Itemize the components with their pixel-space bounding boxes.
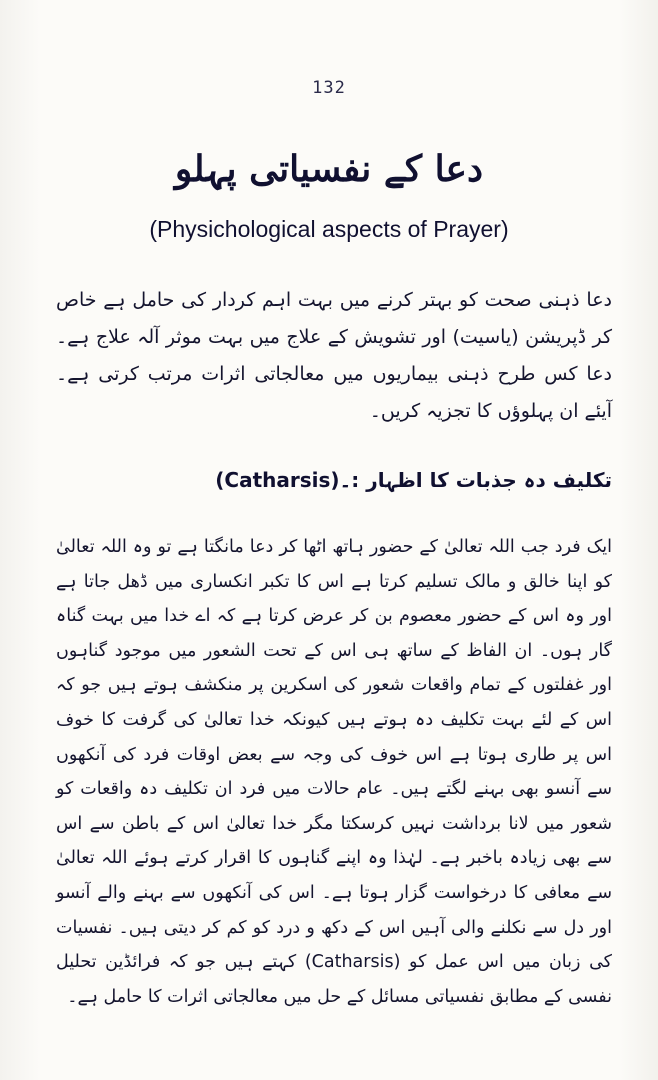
chapter-title-english: (Physichological aspects of Prayer)	[149, 216, 509, 242]
catharsis-paragraph: ایک فرد جب اللہ تعالیٰ کے حضور ہاتھ اٹھا کر دعا مانگتا ہے تو وہ اللہ تعالیٰ کو اپنا خالق و مالک تسلیم کرتا ہے اس کا تکبر انکساری میں ڈھل جاتا ہے اور وہ اس کے حضور معصوم بن کر عرض کرتا ہے کہ اے خدا میں بہت گناہ گار ہوں۔ ان الفاظ کے ساتھ ہی اس کے تحت الشعور میں موجود گناہوں اور غفلتوں کے تمام واقعات شعور کی اسکرین پر منکشف ہوتے ہیں جو کہ اس کے لئے بہت تکلیف دہ ہوتے ہیں کیونکہ خدا تعالیٰ کی گرفت کا خوف اس پر طاری ہوتا ہے اس خوف کی وجہ سے بعض اوقات فرد کی آنکھوں سے آنسو بھی بہنے لگتے ہیں۔ عام حالات میں فرد ان تکلیف دہ واقعات کو شعور میں لانا برداشت نہیں کرسکتا مگر خدا تعالیٰ اس کے باطن سے اس سے بھی زیادہ باخبر ہے۔ لہٰذا وہ اپنے گناہوں کا اقرار کرتے ہوئے اللہ تعالیٰ سے معافی کا درخواست گزار ہوتا ہے۔ اس کی آنکھوں سے بہنے والے آنسو اور دل سے نکلنے والی آہیں اس کے دکھ و درد کو کم کر دیتی ہیں۔ نفسیات کی زبان میں اس عمل کو (Catharsis) کہتے ہیں جو کہ فرائڈین تحلیل نفسی کے مطابق نفسیاتی مسائل کے حل میں معالجاتی اثرات کا حامل ہے۔	[56, 537, 612, 1007]
chapter-title-urdu: دعا کے نفسیاتی پہلو	[174, 148, 484, 190]
intro-paragraph: دعا ذہنی صحت کو بہتر کرنے میں بہت اہم کردار کی حامل ہے خاص کر ڈپریشن (یاسیت) اور تشویش کے علاج میں بہت موثر آلہ علاج ہے۔ دعا کس طرح ذہنی بیماریوں میں معالجاتی اثرات مرتب کرتی ہے۔ آیئے ان پہلوؤں کا تجزیہ کریں۔	[56, 289, 612, 422]
page-number: 132	[312, 78, 346, 98]
section-heading-catharsis: تکلیف دہ جذبات کا اظہار :۔(Catharsis)	[215, 468, 612, 492]
